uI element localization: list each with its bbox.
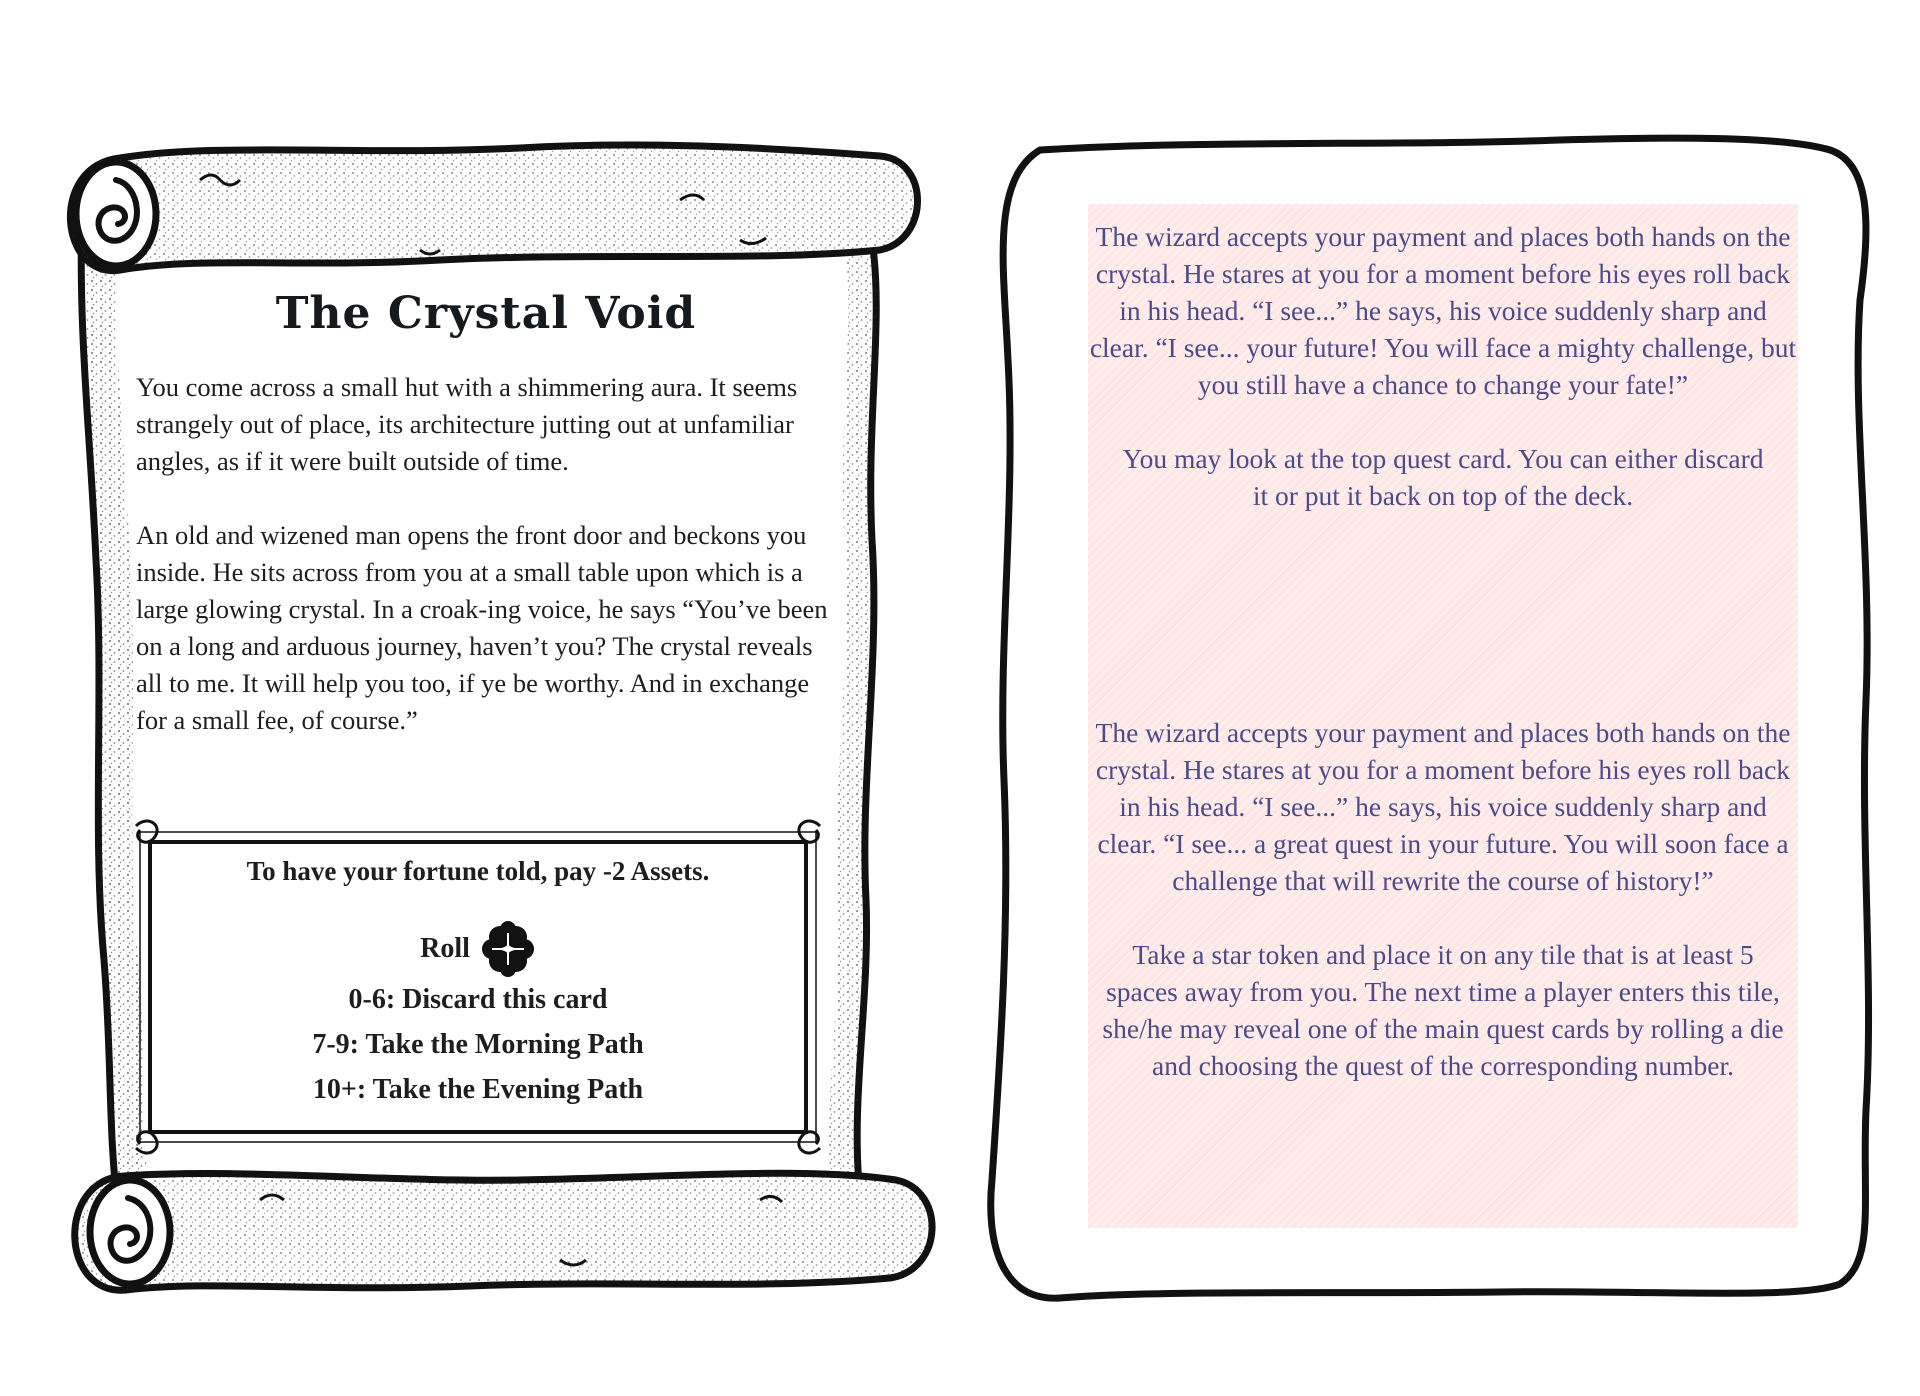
- roll-line: [150, 921, 806, 977]
- clover-icon: [480, 921, 536, 977]
- outcome-discard: 0-6: Discard this card: [348, 984, 608, 1015]
- encounter-paragraph: An old and wizened man opens the front door and beckons you inside. He sits across from you at a small table upon which is a large glowing crystal. In a croak-ing voice, he says “You’ve been on a long and arduous journey, haven’t you? The crystal reveals all to me. It will help you too, if ye be worthy. And in exchange for a small fee, of course.”: [136, 520, 828, 735]
- fortune-cost: To have your fortune told, pay -2 Assets.: [246, 856, 710, 886]
- left-card: [136, 288, 836, 776]
- right-card-panel: [1088, 204, 1798, 1228]
- morning-section: [1088, 218, 1798, 514]
- rules-box: [150, 842, 806, 1132]
- intro-paragraph: You come across a small hut with a shimmering aura. It seems strangely out of place, its architecture jutting out at unfamiliar angles, as if it were built outside of time.: [136, 372, 798, 476]
- card-title: The Crystal Void: [275, 288, 697, 339]
- morning-effect: You may look at the top quest card. You can either discard it or put it back on top of the deck.: [1122, 443, 1764, 511]
- evening-story: The wizard accepts your payment and places both hands on the crystal. He stares at you for a moment before his eyes roll back in his head. “I see...” he says, his voice suddenly sharp and clear. “I see... a great quest in your future. You will soon face a challenge that will rewrite the course of history!”: [1095, 717, 1791, 896]
- evening-section: [1088, 714, 1798, 1084]
- outcome-evening-path: 10+: Take the Evening Path: [312, 1074, 644, 1105]
- outcome-morning-path: 7-9: Take the Morning Path: [312, 1029, 644, 1060]
- morning-story: The wizard accepts your payment and places both hands on the crystal. He stares at you for a moment before his eyes roll back in his head. “I see...” he says, his voice suddenly sharp and clear. “I see... your future! You will face a mighty challenge, but you still have a chance to change your fate!”: [1089, 221, 1797, 400]
- roll-label: Roll: [420, 933, 470, 964]
- evening-effect: Take a star token and place it on any tile that is at least 5 spaces away from you. The next time a player enters this tile, she/he may reveal one of the main quest cards by rolling a die and choosing the quest of the corresponding number.: [1102, 939, 1784, 1081]
